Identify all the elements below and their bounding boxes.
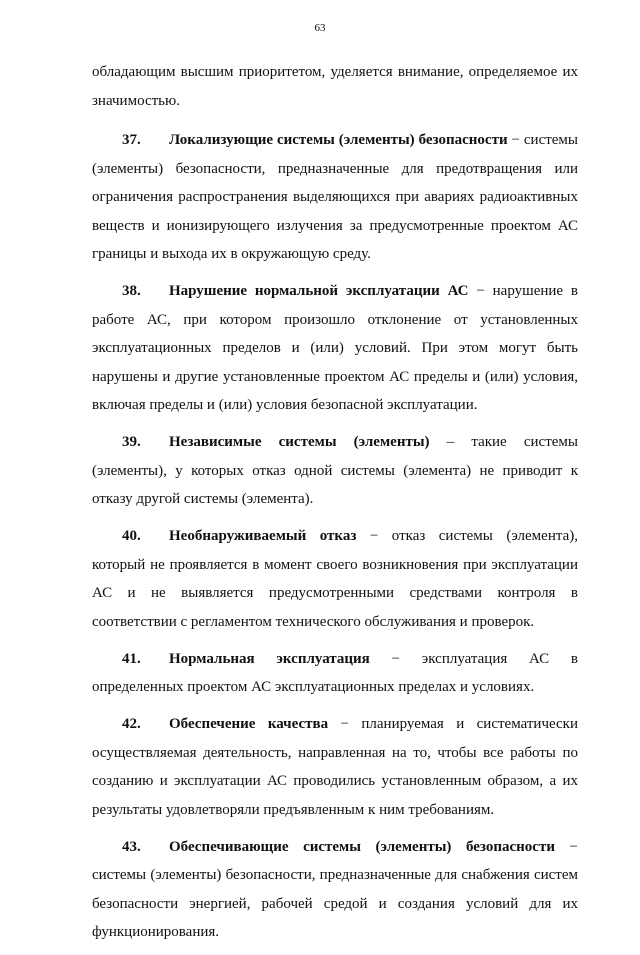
definition-37 xyxy=(92,126,578,269)
definition-text: − эксплуатация АС в определенных проектом АС эксплуатационных пределах и условиях. xyxy=(92,650,579,695)
definition-40 xyxy=(92,522,578,636)
definition-41 xyxy=(92,645,578,702)
definition-43 xyxy=(92,833,578,947)
definition-42 xyxy=(92,710,578,824)
document-body xyxy=(92,58,578,955)
definition-number: 39. xyxy=(122,434,141,450)
definition-term: Независимые системы (элементы) xyxy=(169,434,430,450)
definition-text: − отказ системы (элемента), который не проявляется в момент своего возникновения при эксплуатации АС и не выявляется предусмотренными средствами контроля в соответствии с регламентом технического обслуживания и проверок. xyxy=(92,528,578,630)
intro-paragraph: обладающим высшим приоритетом, уделяется внимание, определяемое их значимостью. xyxy=(92,64,578,109)
definition-39 xyxy=(92,428,578,514)
definition-term: Необнаруживаемый отказ xyxy=(169,528,357,544)
definition-text: − планируемая и систематически осуществляемая деятельность, направленная на то, чтобы все работы по созданию и эксплуатации АС проводились установленным образом, а их результаты удовлетворяли предъявленным к ним требованиям. xyxy=(92,716,578,818)
definition-number: 38. xyxy=(122,283,141,299)
definition-text: − системы (элементы) безопасности, предназначенные для предотвращения или ограничения распространения выделяющихся при авариях радиоактивных веществ и ионизирующего излучения за предусмотренные проектом АС границы и выхода их в окружающую среду. xyxy=(92,132,579,262)
definition-number: 41. xyxy=(122,650,141,667)
page-number: 63 xyxy=(314,22,326,34)
definition-number: 37. xyxy=(122,132,141,148)
definition-number: 40. xyxy=(122,528,141,544)
definition-number: 43. xyxy=(122,838,141,855)
definition-text: − нарушение в работе АС, при котором произошло отклонение от установленных эксплуатационных пределов и (или) условий. При этом могут быть нарушены и другие установленные проектом АС пределы и (или) условия, включая пределы и (или) условия безопасной эксплуатации. xyxy=(92,283,578,413)
definition-38 xyxy=(92,277,578,420)
definition-term: Нормальная эксплуатация xyxy=(169,650,370,667)
definition-term: Локализующие системы (элементы) безопасности xyxy=(169,132,508,148)
definition-text: − системы (элементы) безопасности, предназначенные для снабжения систем безопасности энергией, рабочей средой и создания условий для их функционирования. xyxy=(92,838,578,940)
definition-term: Обеспечение качества xyxy=(169,716,329,732)
definition-term: Обеспечивающие системы (элементы) безопасности xyxy=(169,838,555,855)
definition-term: Нарушение нормальной эксплуатации АС xyxy=(169,283,469,299)
definition-number: 42. xyxy=(122,716,141,732)
definition-text: – такие системы (элементы), у которых отказ одной системы (элемента) не приводит к отказу другой системы (элемента). xyxy=(92,434,578,507)
